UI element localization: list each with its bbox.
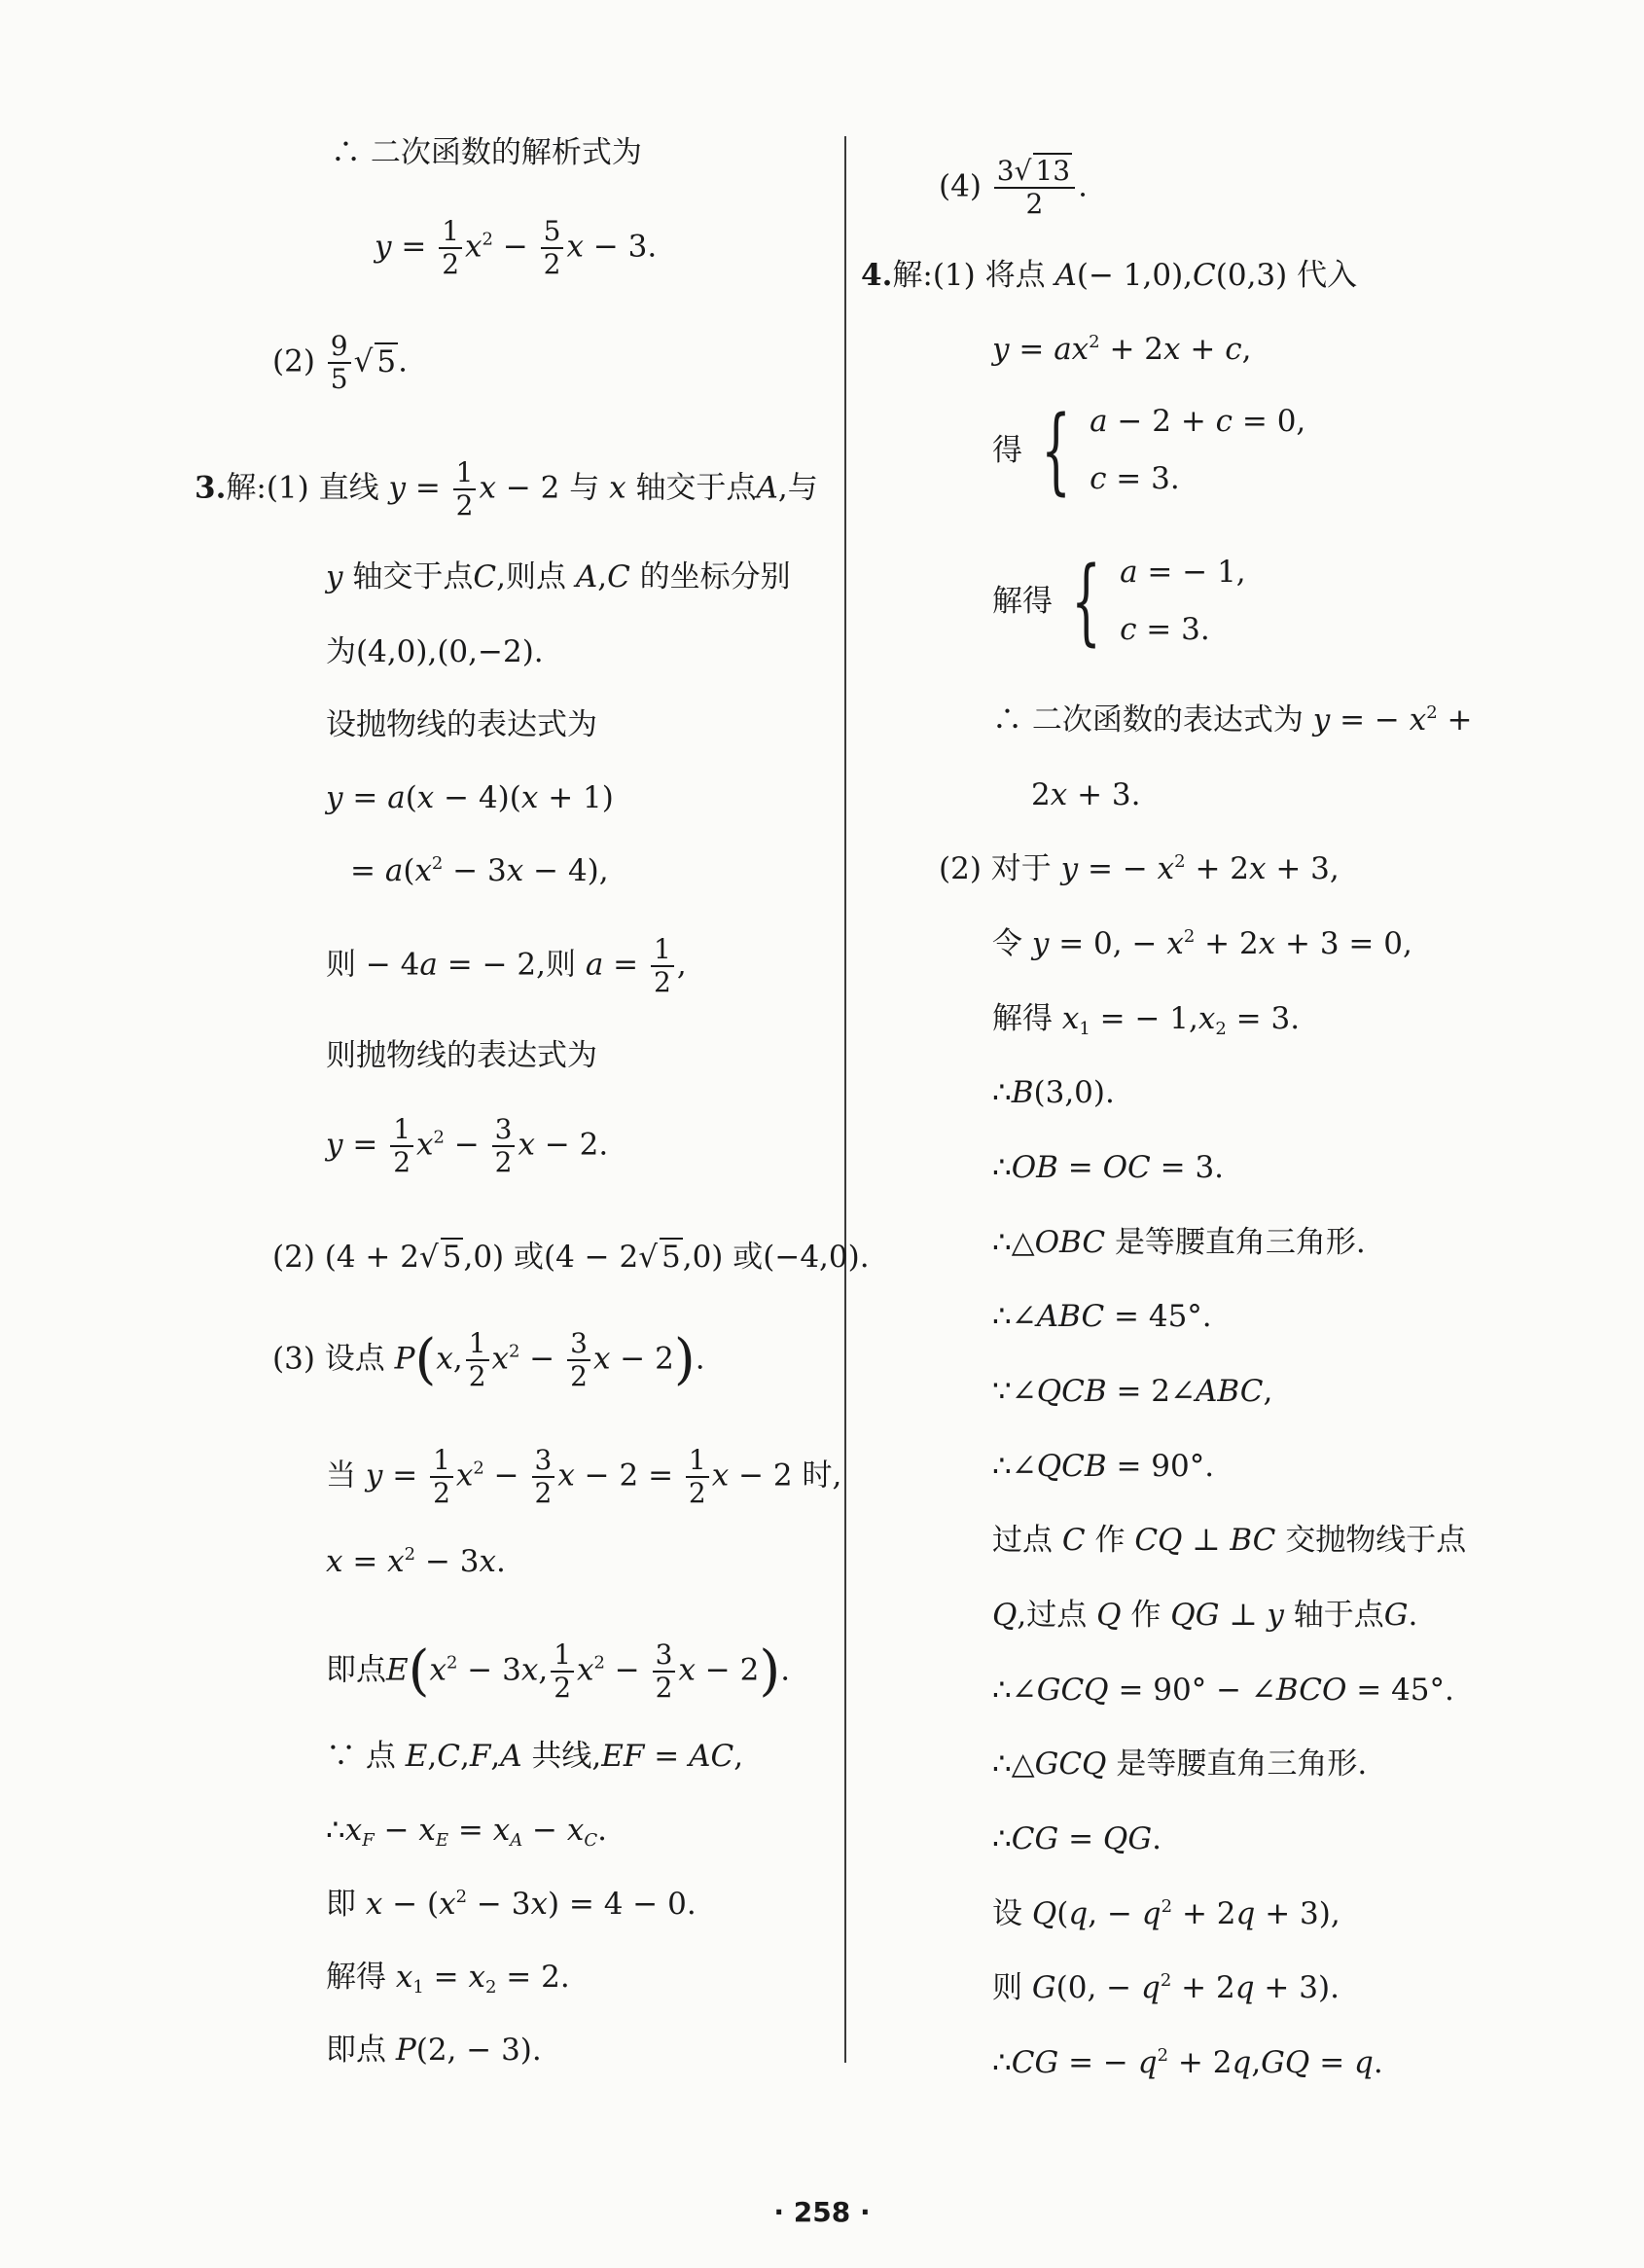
left-line-3: (2) $\frac{9}{5}$ √ 5. <box>272 330 408 396</box>
left-line-5: y 轴交于点C,则点 A,C 的坐标分别 <box>326 559 791 594</box>
right-line-1: (4) $\frac{3√ 13}{2}$ . <box>939 155 1088 221</box>
left-line-22: 即点 P(2, − 3). <box>326 2033 542 2068</box>
right-line-4: 得 { a − 2 + c = 0, c = 3. <box>992 396 1306 505</box>
left-line-15: 当 y = $\frac{1}{2}$ $x^2$ − $\frac{3}{2}$ x − 2 = $\frac{1}{2}$ x − 2 时, <box>326 1444 842 1510</box>
right-line-6: ∴ 二次函数的表达式为 y = − $x^2$ + <box>992 702 1473 738</box>
right-line-13: ∴△OBC 是等腰直角三角形. <box>992 1225 1366 1260</box>
right-line-2: 4.解:(1) 将点 A(− 1,0),C(0,3) 代入 <box>861 258 1358 293</box>
right-line-23: 则 G(0, − $q^2 + 2q + 3$). <box>992 1970 1340 2005</box>
left-line-11: 则抛物线的表达式为 <box>326 1038 597 1073</box>
column-divider <box>844 136 846 2063</box>
right-line-3: $y = ax^2 + 2x + c$, <box>992 332 1252 367</box>
right-line-17: 过点 C 作 CQ ⊥ BC 交抛物线于点 <box>992 1523 1467 1558</box>
left-line-8: y = a(x − 4)(x + 1) <box>326 780 614 815</box>
left-line-2: y = $\frac{1}{2}$ $x^2$ − $\frac{5}{2}$ x − 3. <box>375 215 658 281</box>
right-line-5: 解得 { a = − 1, c = 3. <box>992 547 1246 656</box>
right-line-7: 2x + 3. <box>1031 777 1141 812</box>
right-line-8: (2) 对于 y = − $x^2 + 2x + 3$, <box>939 851 1340 886</box>
left-line-10: 则 − 4a = − 2,则 a = $\frac{1}{2}$ , <box>326 933 687 999</box>
right-line-9: 令 y = 0, − $x^2 + 2x + 3 = 0$, <box>992 926 1412 961</box>
right-line-11: ∴B(3,0). <box>992 1075 1115 1110</box>
left-line-20: 即 $x - (x^2 - 3x) = 4 - 0$. <box>326 1887 697 1922</box>
page-number: · 258 · <box>773 2196 871 2228</box>
right-line-22: 设 Q(q, − $q^2 + 2q + 3$), <box>992 1896 1340 1931</box>
right-line-20: ∴△GCQ 是等腰直角三角形. <box>992 1746 1368 1782</box>
left-line-7: 设抛物线的表达式为 <box>326 707 597 742</box>
left-line-12: y = $\frac{1}{2}$ $x^2$ − $\frac{3}{2}$ x − 2. <box>326 1113 609 1179</box>
left-line-17: 即点$E(x^2 - 3x$, $\frac{1}{2}$ $x^2$ − $\frac{3}{2}$ x − 2). <box>326 1638 791 1705</box>
left-line-16: $x = x^2 - 3x$. <box>326 1544 506 1579</box>
right-line-18: Q,过点 Q 作 QG ⊥ y 轴于点G. <box>992 1598 1418 1633</box>
left-line-9: = $a(x^2 - 3x - 4)$, <box>350 853 609 888</box>
left-line-13: (2) (4 + 2√ 5,0) 或(4 − 2√ 5,0) 或(−4,0). <box>272 1240 870 1275</box>
left-line-1: ∴ 二次函数的解析式为 <box>331 135 642 170</box>
left-line-19: $\therefore x_F - x_E = x_A - x_C$. <box>326 1813 608 1851</box>
right-line-14: ∴∠ABC = 45°. <box>992 1299 1212 1334</box>
left-line-6: 为(4,0),(0,−2). <box>326 634 544 669</box>
left-line-4: 3.解:(1) 直线 y = $\frac{1}{2}$ x − 2 与 x 轴交于点A,与 <box>195 456 818 522</box>
right-line-21: ∴CG = QG. <box>992 1821 1162 1856</box>
left-line-14: (3) 设点 P(x, $\frac{1}{2}$ $x^2$ − $\frac{3}{2}$ x − 2). <box>272 1327 705 1393</box>
right-line-15: ∵∠QCB = 2∠ABC, <box>992 1374 1273 1409</box>
right-line-16: ∴∠QCB = 90°. <box>992 1449 1215 1484</box>
right-line-19: ∴∠GCQ = 90° − ∠BCO = 45°. <box>992 1673 1454 1708</box>
right-line-24: ∴CG = − $q^2 + 2q,GQ = q$. <box>992 2045 1383 2080</box>
right-line-12: ∴OB = OC = 3. <box>992 1150 1225 1185</box>
right-line-10: 解得 $x_1$ = − $1,x_2 = 3$. <box>992 1001 1301 1039</box>
left-line-21: 解得 $x_1 = x_2 = 2$. <box>326 1960 570 1998</box>
left-line-18: ∵ 点 E,C,F,A 共线,EF = AC, <box>326 1739 744 1774</box>
